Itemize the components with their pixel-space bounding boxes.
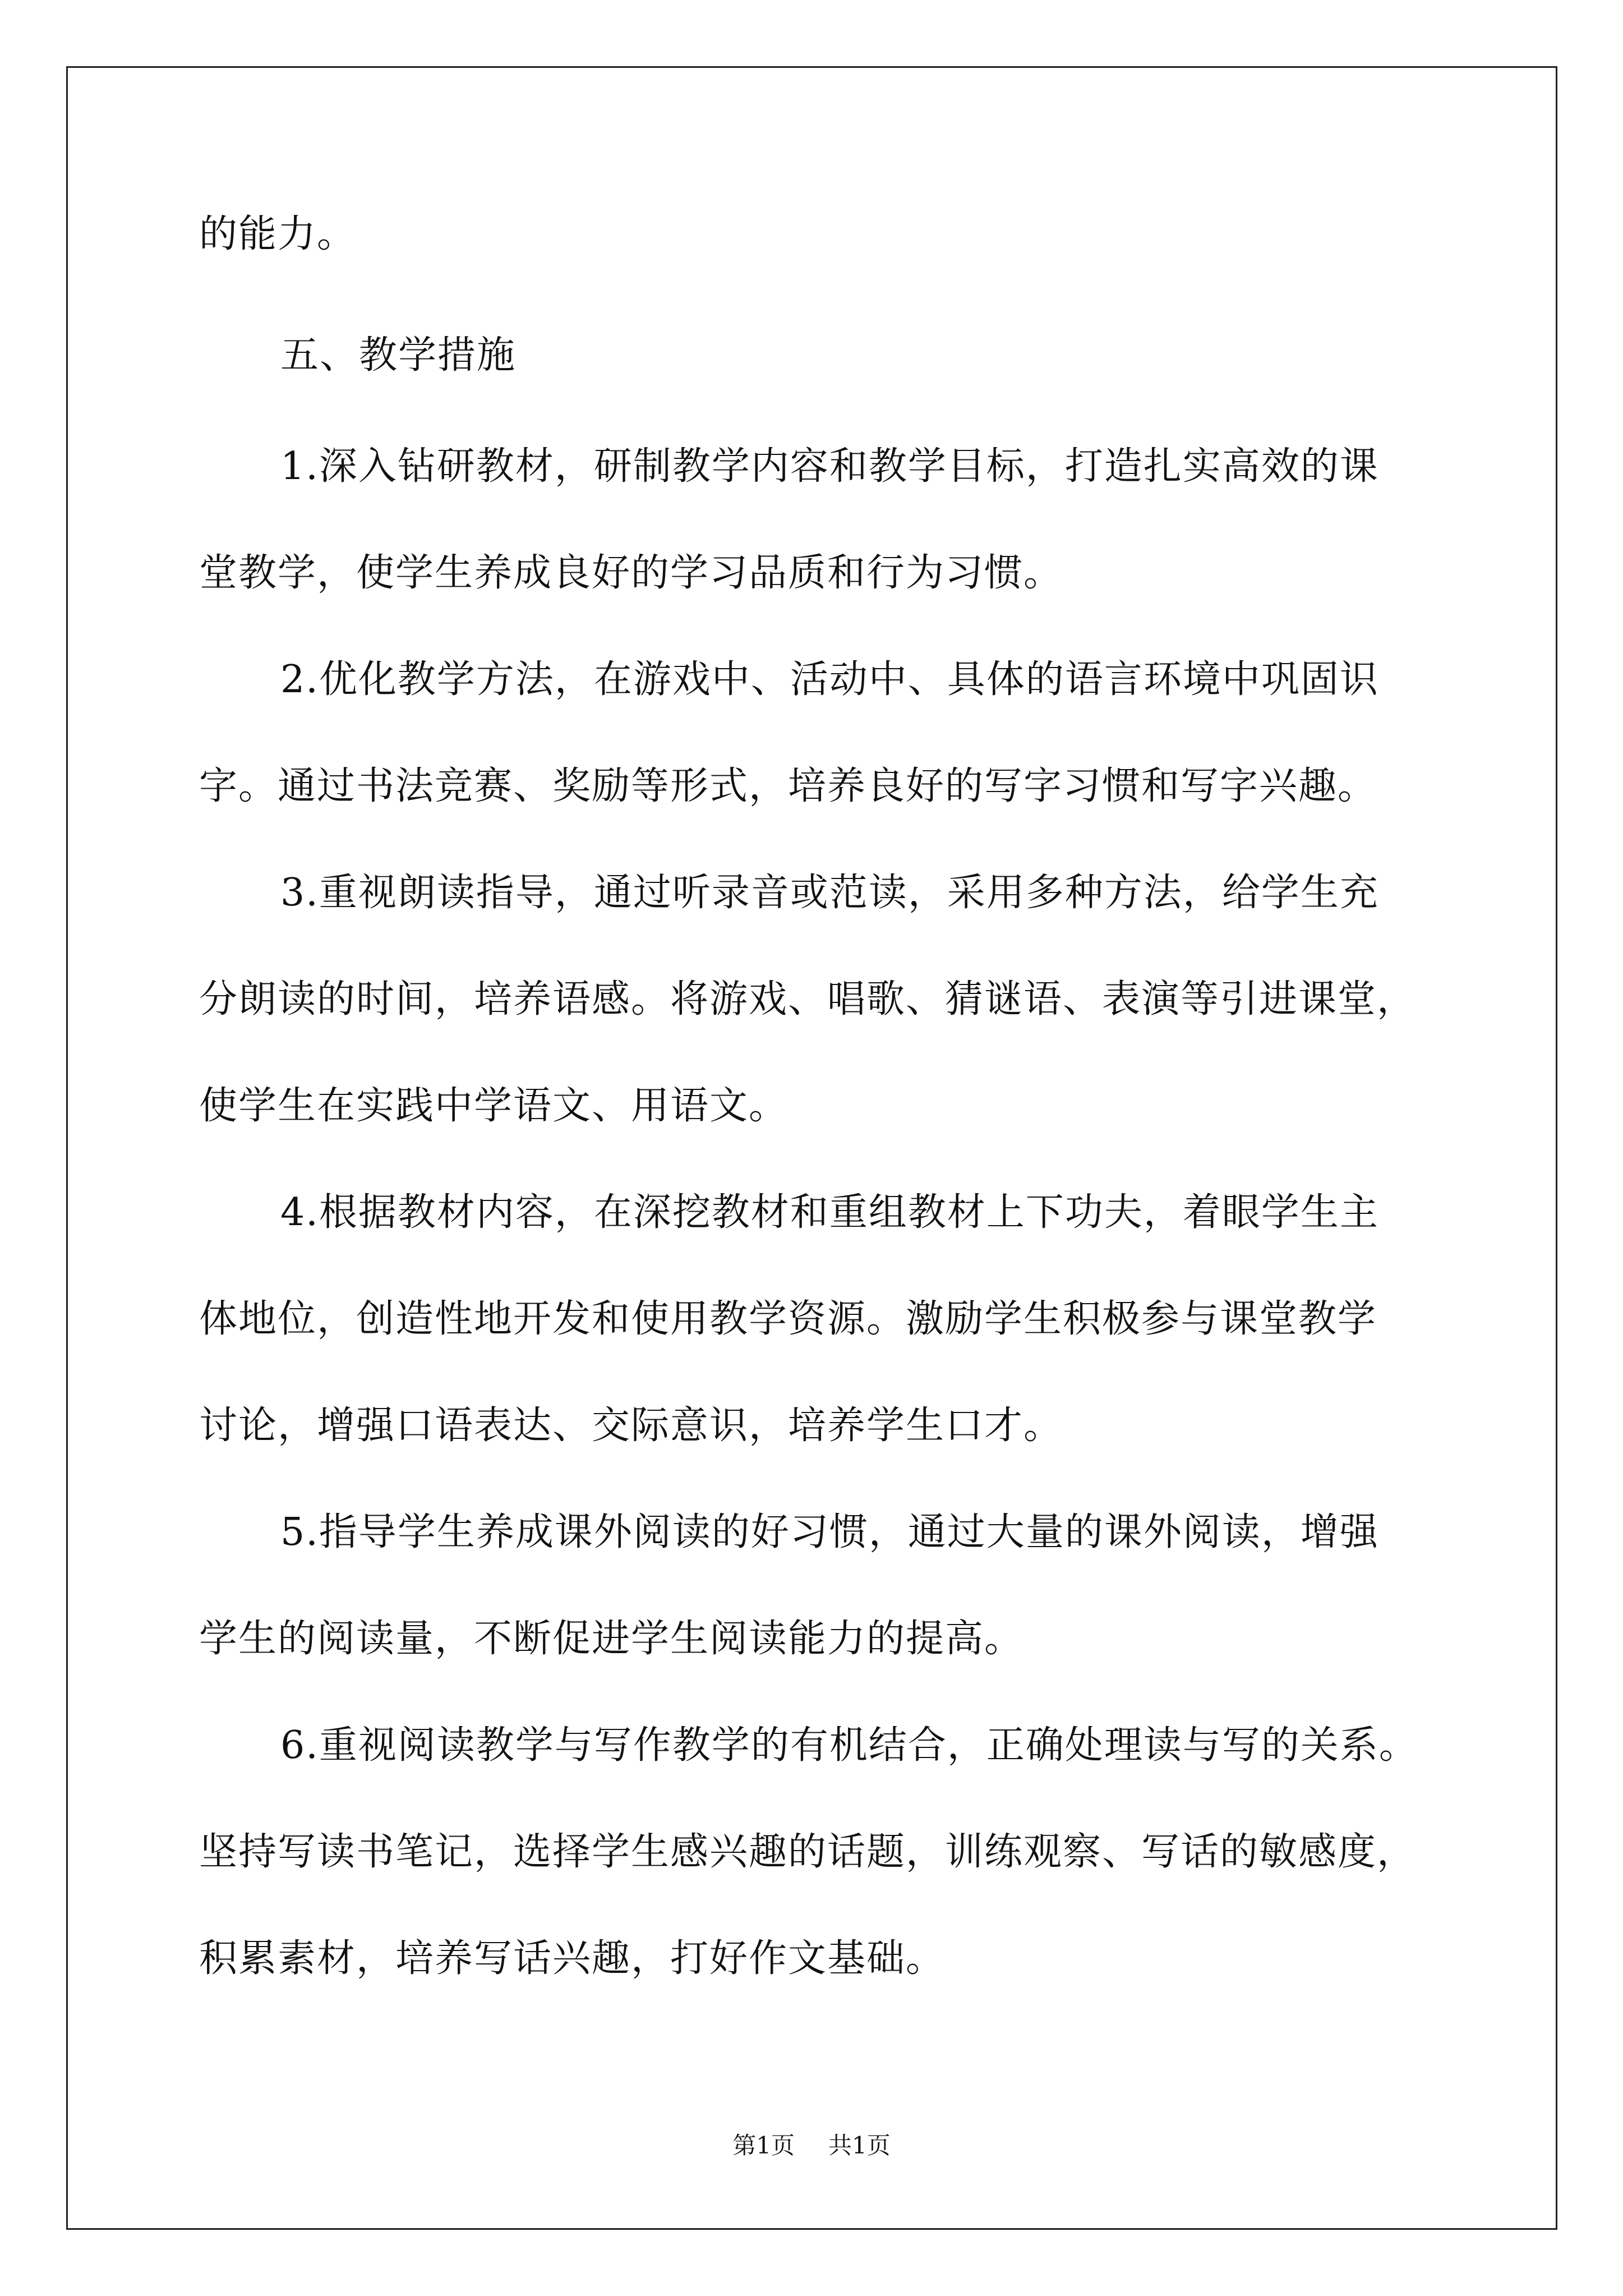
section-heading: 五、教学措施 xyxy=(280,333,517,378)
body-line: 的能力。 xyxy=(199,212,357,256)
body-line: 5.指导学生养成课外阅读的好习惯，通过大量的课外阅读，增强 xyxy=(280,1510,1379,1554)
page-footer xyxy=(0,2132,1623,2160)
body-line: 2.优化教学方法，在游戏中、活动中、具体的语言环境中巩固识 xyxy=(280,657,1379,702)
body-line: 学生的阅读量，不断促进学生阅读能力的提高。 xyxy=(199,1617,1024,1661)
page-border xyxy=(66,66,1557,2230)
body-line: 讨论，增强口语表达、交际意识，培养学生口才。 xyxy=(199,1404,1063,1448)
body-line: 1.深入钻研教材，研制教学内容和教学目标，打造扎实高效的课 xyxy=(280,444,1379,489)
body-line: 分朗读的时间，培养语感。将游戏、唱歌、猜谜语、表演等引进课堂， xyxy=(199,977,1417,1022)
body-line: 堂教学，使学生养成良好的学习品质和行为习惯。 xyxy=(199,551,1063,595)
body-line: 3.重视朗读指导，通过听录音或范读，采用多种方法，给学生充 xyxy=(280,871,1379,915)
body-line: 6.重视阅读教学与写作教学的有机结合，正确处理读与写的关系。 xyxy=(280,1723,1418,1768)
body-line: 字。通过书法竞赛、奖励等形式，培养良好的写字习惯和写字兴趣。 xyxy=(199,764,1377,808)
body-line: 体地位，创造性地开发和使用教学资源。激励学生积极参与课堂教学 xyxy=(199,1297,1377,1341)
body-line: 坚持写读书笔记，选择学生感兴趣的话题，训练观察、写话的敏感度， xyxy=(199,1830,1417,1874)
page-total: 共1页 xyxy=(828,2132,891,2159)
page-number: 第1页 xyxy=(732,2132,795,2159)
body-line: 4.根据教材内容，在深挖教材和重组教材上下功夫，着眼学生主 xyxy=(280,1190,1379,1235)
body-line: 积累素材，培养写话兴趣，打好作文基础。 xyxy=(199,1936,946,1981)
body-line: 使学生在实践中学语文、用语文。 xyxy=(199,1084,789,1128)
